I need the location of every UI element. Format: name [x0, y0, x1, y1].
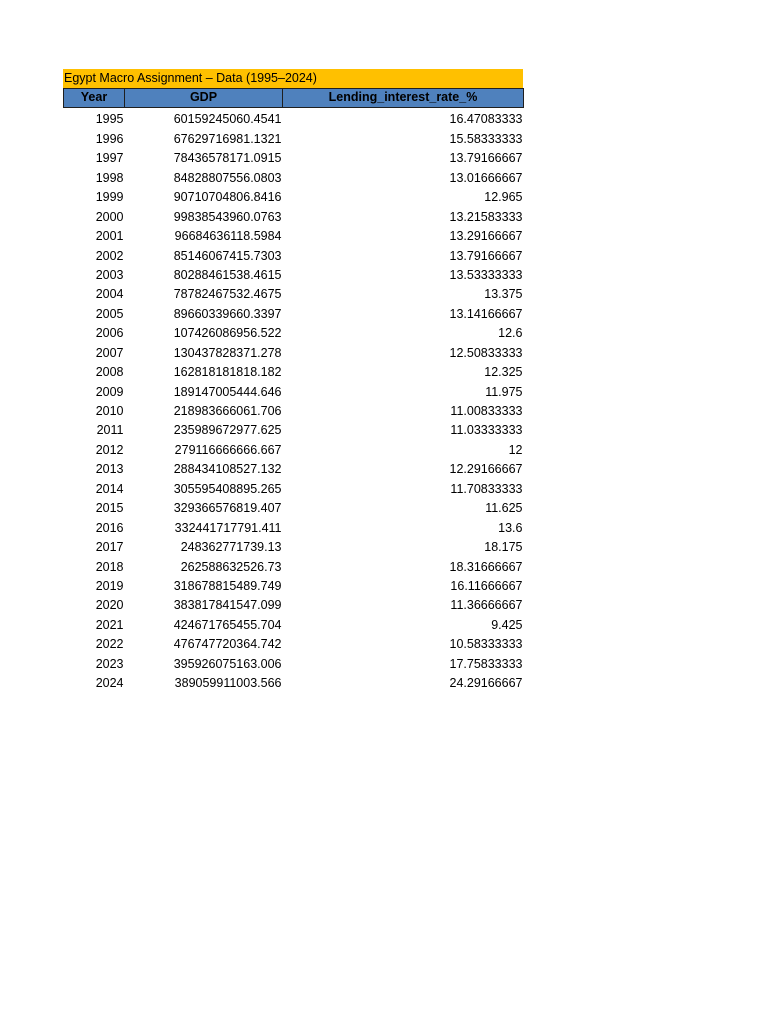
table-row [64, 458, 524, 477]
cell-gdp[interactable]: 248362771739.13 [180, 540, 282, 555]
table-row [64, 652, 524, 671]
cell-gdp[interactable]: 60159245060.4541 [173, 112, 282, 127]
cell-year[interactable]: 2017 [95, 540, 124, 555]
cell-gdp[interactable]: 305595408895.265 [173, 481, 282, 496]
cell-year[interactable]: 2012 [95, 442, 124, 457]
cell-year[interactable]: 2019 [95, 578, 124, 593]
table-row [64, 264, 524, 283]
table-row [64, 575, 524, 594]
table-row [64, 555, 524, 574]
cell-gdp[interactable]: 395926075163.006 [173, 656, 282, 671]
cell-lending-rate[interactable]: 12.965 [484, 190, 523, 205]
table-row [64, 147, 524, 166]
cell-year[interactable]: 2011 [96, 423, 124, 438]
table-row [64, 516, 524, 535]
cell-gdp[interactable]: 318678815489.749 [173, 578, 282, 593]
cell-gdp[interactable]: 262588632526.73 [180, 559, 282, 574]
cell-lending-rate[interactable]: 17.75833333 [449, 656, 523, 671]
cell-gdp[interactable]: 329366576819.407 [173, 501, 282, 516]
cell-year[interactable]: 2004 [95, 287, 124, 302]
table-row [64, 400, 524, 419]
cell-lending-rate[interactable]: 13.375 [484, 287, 523, 302]
table-row [64, 613, 524, 632]
cell-gdp[interactable]: 84828807556.0803 [173, 170, 282, 185]
table-row [64, 225, 524, 244]
cell-year[interactable]: 2023 [95, 656, 124, 671]
cell-gdp[interactable]: 96684636118.5984 [174, 229, 282, 244]
cell-year[interactable]: 2016 [95, 520, 124, 535]
cell-year[interactable]: 2020 [95, 598, 124, 613]
table-row [64, 127, 524, 146]
header-lending-rate[interactable]: Lending_interest_rate_% [283, 89, 524, 108]
sheet-title[interactable]: Egypt Macro Assignment – Data (1995–2024) [63, 69, 523, 88]
table-row [64, 244, 524, 263]
cell-lending-rate[interactable]: 16.47083333 [449, 112, 523, 127]
cell-lending-rate[interactable]: 11.03333333 [450, 423, 523, 438]
data-table [63, 88, 524, 691]
header-year[interactable]: Year [64, 89, 125, 108]
cell-gdp[interactable]: 107426086956.522 [173, 326, 282, 341]
cell-year[interactable]: 2014 [95, 481, 124, 496]
cell-lending-rate[interactable]: 13.79166667 [449, 151, 523, 166]
cell-gdp[interactable]: 78436578171.0915 [173, 151, 282, 166]
cell-gdp[interactable]: 332441717791.411 [174, 520, 282, 535]
table-row [64, 594, 524, 613]
cell-lending-rate[interactable]: 11.625 [485, 501, 523, 516]
cell-gdp[interactable]: 90710704806.8416 [173, 190, 282, 205]
table-row [64, 419, 524, 438]
cell-year[interactable]: 2013 [95, 462, 124, 477]
cell-gdp[interactable]: 389059911003.566 [174, 676, 282, 691]
cell-gdp[interactable]: 218983666061.706 [173, 404, 282, 418]
header-gdp[interactable]: GDP [125, 89, 283, 108]
table-row [64, 633, 524, 652]
table-row [64, 302, 524, 321]
cell-lending-rate[interactable]: 18.175 [484, 540, 523, 555]
cell-year[interactable]: 1998 [95, 170, 124, 185]
cell-lending-rate[interactable]: 13.79166667 [449, 248, 523, 263]
cell-lending-rate[interactable]: 9.425 [491, 617, 523, 632]
cell-lending-rate[interactable]: 13.14166667 [449, 306, 523, 321]
cell-year[interactable]: 2008 [95, 365, 124, 380]
cell-year[interactable]: 2001 [95, 229, 124, 244]
cell-gdp[interactable]: 130437828371.278 [173, 345, 282, 360]
cell-year[interactable]: 2015 [95, 501, 124, 516]
cell-lending-rate[interactable]: 11.00833333 [450, 404, 523, 418]
cell-lending-rate[interactable]: 12.6 [498, 326, 523, 341]
cell-gdp[interactable]: 85146067415.7303 [173, 248, 282, 263]
table-row [64, 205, 524, 224]
cell-year[interactable]: 2018 [95, 559, 124, 574]
cell-lending-rate[interactable]: 18.31666667 [449, 559, 523, 574]
cell-lending-rate[interactable]: 12.50833333 [449, 345, 523, 360]
cell-gdp[interactable]: 99838543960.0763 [173, 209, 282, 224]
table-row [64, 283, 524, 302]
cell-year[interactable]: 2002 [95, 248, 124, 263]
cell-lending-rate[interactable]: 13.29166667 [449, 229, 523, 244]
cell-lending-rate[interactable]: 13.6 [498, 520, 523, 535]
cell-year[interactable]: 2010 [95, 404, 124, 418]
table-row [64, 497, 524, 516]
cell-year[interactable]: 1997 [95, 151, 124, 166]
cell-year[interactable]: 2006 [95, 326, 124, 341]
cell-gdp[interactable]: 78782467532.4675 [173, 287, 282, 302]
cell-lending-rate[interactable]: 11.975 [485, 384, 523, 399]
cell-gdp[interactable]: 162818181818.182 [173, 365, 282, 380]
cell-gdp[interactable]: 288434108527.132 [173, 462, 282, 477]
cell-lending-rate[interactable]: 12.29166667 [449, 462, 523, 477]
cell-lending-rate[interactable]: 12 [508, 442, 523, 457]
header-row [64, 89, 524, 108]
table-row [64, 322, 524, 341]
cell-year[interactable]: 2007 [95, 345, 124, 360]
table-body [64, 108, 524, 692]
table-row [64, 108, 524, 128]
table-row [64, 672, 524, 691]
table-row [64, 186, 524, 205]
table-row [64, 438, 524, 457]
table-row [64, 166, 524, 185]
cell-gdp[interactable]: 67629716981.1321 [173, 131, 282, 146]
cell-lending-rate[interactable]: 10.58333333 [449, 637, 523, 652]
cell-year[interactable]: 2022 [95, 637, 124, 652]
cell-lending-rate[interactable]: 16.11666667 [450, 578, 523, 593]
cell-lending-rate[interactable]: 12.325 [484, 365, 523, 380]
cell-lending-rate[interactable]: 13.53333333 [449, 267, 523, 282]
cell-gdp[interactable]: 80288461538.4615 [173, 267, 282, 282]
cell-year[interactable]: 2003 [95, 267, 124, 282]
table-row [64, 380, 524, 399]
table-row [64, 536, 524, 555]
cell-gdp[interactable]: 279116666666.667 [174, 442, 282, 457]
cell-lending-rate[interactable]: 13.01666667 [449, 170, 523, 185]
cell-lending-rate[interactable]: 11.70833333 [450, 481, 523, 496]
cell-gdp[interactable]: 235989672977.625 [173, 423, 282, 438]
table-row [64, 361, 524, 380]
cell-lending-rate[interactable]: 11.36666667 [450, 598, 523, 613]
cell-year[interactable]: 1996 [95, 131, 124, 146]
cell-lending-rate[interactable]: 15.58333333 [449, 131, 523, 146]
spreadsheet [63, 69, 523, 691]
cell-gdp[interactable]: 424671765455.704 [173, 617, 282, 632]
table-row [64, 477, 524, 496]
cell-year[interactable]: 1999 [95, 190, 124, 205]
cell-year[interactable]: 2000 [95, 209, 124, 224]
cell-year[interactable]: 1995 [95, 112, 124, 127]
cell-year[interactable]: 2021 [95, 617, 124, 632]
cell-gdp[interactable]: 189147005444.646 [173, 384, 282, 399]
cell-lending-rate[interactable]: 24.29166667 [449, 676, 523, 691]
cell-gdp[interactable]: 383817841547.099 [173, 598, 282, 613]
cell-gdp[interactable]: 476747720364.742 [173, 637, 282, 652]
cell-lending-rate[interactable]: 13.21583333 [449, 209, 523, 224]
cell-year[interactable]: 2005 [95, 306, 124, 321]
table-row [64, 341, 524, 360]
cell-year[interactable]: 2009 [95, 384, 124, 399]
cell-year[interactable]: 2024 [95, 676, 124, 691]
cell-gdp[interactable]: 89660339660.3397 [173, 306, 282, 321]
